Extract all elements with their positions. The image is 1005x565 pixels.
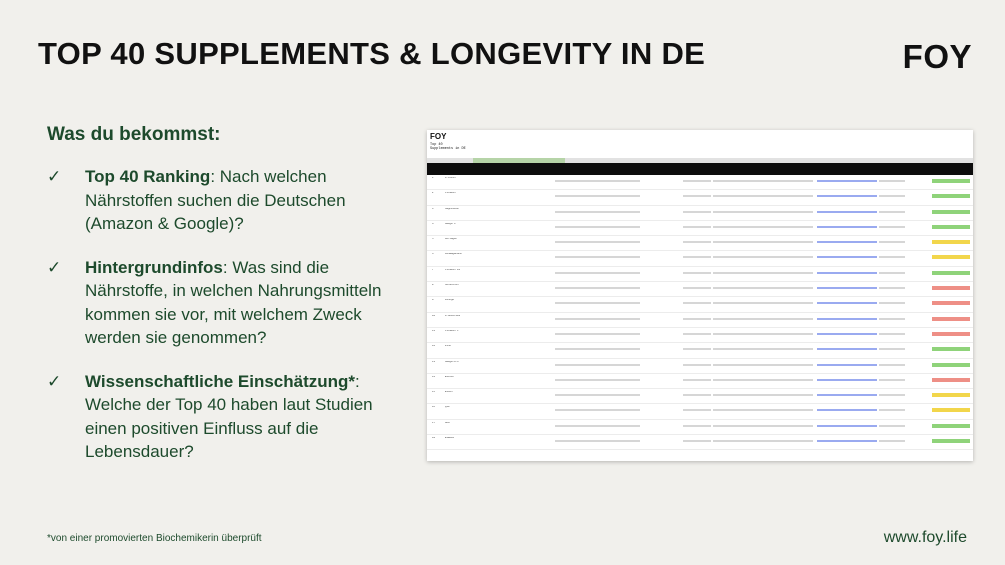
spreadsheet-rows <box>427 175 973 450</box>
spreadsheet-rating-bar <box>932 378 970 382</box>
spreadsheet-cell-text <box>879 302 905 304</box>
spreadsheet-cell-text <box>713 195 813 197</box>
spreadsheet-row-number: 15 <box>432 391 436 394</box>
spreadsheet-cell-text <box>879 180 905 182</box>
spreadsheet-row-name: Omega-3/6 <box>445 360 459 363</box>
spreadsheet-cell-text <box>555 318 640 320</box>
spreadsheet-row <box>427 313 973 328</box>
spreadsheet-row-name: Probiotika <box>445 314 461 317</box>
checkmark-icon: ✓ <box>47 167 62 186</box>
spreadsheet-cell-text <box>683 211 711 213</box>
spreadsheet-cell-text <box>817 409 877 411</box>
spreadsheet-row-number: 2 <box>432 192 434 195</box>
spreadsheet-row-name: Vitamin <box>445 192 456 195</box>
spreadsheet-cell-text <box>817 348 877 350</box>
spreadsheet-cell-text <box>817 226 877 228</box>
spreadsheet-cell-text <box>713 318 813 320</box>
spreadsheet-row-number: 9 <box>432 299 434 302</box>
page-title: TOP 40 SUPPLEMENTS & LONGEVITY IN DE <box>38 36 706 71</box>
spreadsheet-cell-text <box>879 364 905 366</box>
spreadsheet-cell-text <box>879 409 905 411</box>
spreadsheet-cell-text <box>683 272 711 274</box>
spreadsheet-cell-text <box>683 394 711 396</box>
spreadsheet-cell-text <box>713 287 813 289</box>
spreadsheet-cell-text <box>817 333 877 335</box>
benefit-title: Hintergrundinfos <box>85 257 223 277</box>
spreadsheet-rating-bar <box>932 408 970 412</box>
brand-logo: FOY <box>902 38 972 75</box>
spreadsheet-rating-bar <box>932 225 970 229</box>
spreadsheet-cell-text <box>683 226 711 228</box>
spreadsheet-rating-bar <box>932 194 970 198</box>
spreadsheet-cell-text <box>713 211 813 213</box>
spreadsheet-row <box>427 175 973 190</box>
spreadsheet-cell-text <box>713 348 813 350</box>
spreadsheet-rating-bar <box>932 424 970 428</box>
spreadsheet-cell-text <box>555 440 640 442</box>
spreadsheet-row-name: Biotin <box>445 375 455 378</box>
spreadsheet-cell-text <box>879 394 905 396</box>
spreadsheet-cell-text <box>683 195 711 197</box>
spreadsheet-cell-text <box>555 409 640 411</box>
spreadsheet-row-name: Vitamin C <box>445 329 459 332</box>
spreadsheet-row <box>427 190 973 205</box>
spreadsheet-row-name: Magnesium <box>445 207 459 210</box>
spreadsheet-header <box>427 130 973 159</box>
spreadsheet-cell-text <box>879 272 905 274</box>
spreadsheet-cell-text <box>683 241 711 243</box>
spreadsheet-cell-text <box>555 211 640 213</box>
spreadsheet-cell-text <box>879 440 905 442</box>
spreadsheet-cell-text <box>879 333 905 335</box>
spreadsheet-cell-text <box>817 302 877 304</box>
spreadsheet-rating-bar <box>932 179 970 183</box>
spreadsheet-cell-text <box>817 379 877 381</box>
spreadsheet-cell-text <box>879 256 905 258</box>
benefit-text: : Nach welchen Nährstoffen suchen die Deutschen (Amazon & Google)? <box>85 167 346 233</box>
spreadsheet-row-name: Ginkgo <box>445 299 455 302</box>
spreadsheet-row-number: 1 <box>432 177 434 179</box>
spreadsheet-cell-text <box>713 379 813 381</box>
spreadsheet-cell-text <box>555 256 640 258</box>
spreadsheet-row <box>427 206 973 221</box>
spreadsheet-row <box>427 359 973 374</box>
spreadsheet-cell-text <box>817 287 877 289</box>
spreadsheet-preview-image <box>427 130 973 461</box>
spreadsheet-cell-text <box>713 394 813 396</box>
spreadsheet-cell-text <box>817 394 877 396</box>
spreadsheet-row <box>427 282 973 297</box>
checkmark-icon: ✓ <box>47 257 62 277</box>
spreadsheet-rating-bar <box>932 439 970 443</box>
spreadsheet-cell-text <box>683 180 711 182</box>
spreadsheet-cell-text <box>555 302 640 304</box>
spreadsheet-cell-text <box>879 379 905 381</box>
spreadsheet-cell-text <box>713 226 813 228</box>
spreadsheet-row <box>427 374 973 389</box>
spreadsheet-cell-text <box>879 425 905 427</box>
spreadsheet-title: Top 40 Supplements in DE <box>430 143 466 151</box>
spreadsheet-rating-bar <box>932 210 970 214</box>
benefit-text: : Was sind die Nährstoffe, in welchen Nahrungsmitteln kommen sie vor, mit welchem Zweck werden sie genommen? <box>85 257 382 347</box>
spreadsheet-cell-text <box>713 333 813 335</box>
spreadsheet-cell-text <box>555 241 640 243</box>
spreadsheet-cell-text <box>817 272 877 274</box>
spreadsheet-cell-text <box>879 348 905 350</box>
spreadsheet-rating-bar <box>932 393 970 397</box>
spreadsheet-cell-text <box>683 302 711 304</box>
spreadsheet-row <box>427 328 973 343</box>
section-heading: Was du bekommst: <box>47 124 221 145</box>
spreadsheet-cell-text <box>555 195 640 197</box>
spreadsheet-row <box>427 343 973 358</box>
spreadsheet-row-name: Ashwagandha <box>445 253 462 256</box>
benefit-list <box>47 165 387 484</box>
spreadsheet-cell-text <box>713 302 813 304</box>
benefit-title: Wissenschaftliche Einschätzung* <box>85 371 356 391</box>
spreadsheet-row-number: 16 <box>432 406 436 409</box>
benefit-title: Top 40 Ranking <box>85 167 211 186</box>
spreadsheet-cell-text <box>555 287 640 289</box>
spreadsheet-rating-bar <box>932 347 970 351</box>
spreadsheet-cell-text <box>555 394 640 396</box>
spreadsheet-cell-text <box>817 180 877 182</box>
spreadsheet-cell-text <box>683 287 711 289</box>
spreadsheet-cell-text <box>817 364 877 366</box>
spreadsheet-row-number: 12 <box>432 345 436 348</box>
spreadsheet-cell-text <box>817 440 877 442</box>
spreadsheet-row-number: 11 <box>432 329 436 332</box>
spreadsheet-row <box>427 236 973 251</box>
spreadsheet-cell-text <box>555 272 640 274</box>
spreadsheet-row-name: NMN <box>445 421 450 424</box>
spreadsheet-row <box>427 435 973 450</box>
spreadsheet-row-number: 5 <box>432 238 434 241</box>
spreadsheet-row <box>427 389 973 404</box>
spreadsheet-row <box>427 251 973 266</box>
spreadsheet-row-name: Eisen <box>445 391 453 394</box>
benefit-item-ranking <box>47 165 387 236</box>
benefit-text: : Welche der Top 40 haben laut Studien einen positiven Einfluss auf die Lebensdauer? <box>85 371 373 461</box>
spreadsheet-cell-text <box>879 195 905 197</box>
spreadsheet-cell-text <box>683 333 711 335</box>
spreadsheet-row-number: 17 <box>432 421 436 424</box>
spreadsheet-rating-bar <box>932 271 970 275</box>
spreadsheet-row-number: 8 <box>432 284 434 287</box>
spreadsheet-row-name: Protein <box>445 177 456 179</box>
spreadsheet-cell-text <box>817 195 877 197</box>
spreadsheet-cell-text <box>683 440 711 442</box>
checkmark-icon: ✓ <box>47 371 62 391</box>
spreadsheet-cell-text <box>817 425 877 427</box>
spreadsheet-row <box>427 404 973 419</box>
spreadsheet-logo: FOY <box>430 132 447 141</box>
footnote: *von einer promovierten Biochemikerin überprüft <box>47 533 262 544</box>
spreadsheet-column-header-row <box>427 163 973 175</box>
spreadsheet-cell-text <box>879 287 905 289</box>
spreadsheet-cell-text <box>713 272 813 274</box>
spreadsheet-cell-text <box>683 256 711 258</box>
spreadsheet-cell-text <box>713 440 813 442</box>
spreadsheet-cell-text <box>555 226 640 228</box>
spreadsheet-cell-text <box>555 333 640 335</box>
spreadsheet-rating-bar <box>932 301 970 305</box>
spreadsheet-row <box>427 420 973 435</box>
spreadsheet-cell-text <box>555 348 640 350</box>
spreadsheet-row-name: Vitamin D3 <box>445 268 461 271</box>
spreadsheet-row-name: Melatonin <box>445 284 459 287</box>
spreadsheet-row <box>427 221 973 236</box>
spreadsheet-cell-text <box>713 409 813 411</box>
spreadsheet-cell-text <box>817 211 877 213</box>
spreadsheet-cell-text <box>879 241 905 243</box>
spreadsheet-cell-text <box>713 241 813 243</box>
spreadsheet-row-number: 7 <box>432 268 434 271</box>
spreadsheet-row-number: 6 <box>432 253 434 256</box>
spreadsheet-cell-text <box>713 256 813 258</box>
spreadsheet-cell-text <box>683 379 711 381</box>
spreadsheet-cell-text <box>555 180 640 182</box>
spreadsheet-row-number: 14 <box>432 375 436 378</box>
benefit-item-science <box>47 370 387 464</box>
spreadsheet-cell-text <box>683 364 711 366</box>
spreadsheet-row-number: 13 <box>432 360 436 363</box>
spreadsheet-cell-text <box>817 318 877 320</box>
spreadsheet-rating-bar <box>932 240 970 244</box>
spreadsheet-row-number: 4 <box>432 222 434 225</box>
spreadsheet-cell-text <box>879 226 905 228</box>
spreadsheet-row-number: 10 <box>432 314 436 317</box>
spreadsheet-row-number: 3 <box>432 207 434 210</box>
spreadsheet-rating-bar <box>932 317 970 321</box>
spreadsheet-cell-text <box>683 425 711 427</box>
spreadsheet-row-name: Eiweiß <box>445 437 455 440</box>
spreadsheet-row-number: 18 <box>432 437 436 440</box>
spreadsheet-row <box>427 297 973 312</box>
spreadsheet-cell-text <box>555 379 640 381</box>
spreadsheet-row-name: Kollagen <box>445 238 458 241</box>
benefit-item-background <box>47 256 387 350</box>
spreadsheet-cell-text <box>713 425 813 427</box>
spreadsheet-cell-text <box>683 409 711 411</box>
spreadsheet-cell-text <box>817 241 877 243</box>
spreadsheet-cell-text <box>817 256 877 258</box>
spreadsheet-rating-bar <box>932 255 970 259</box>
spreadsheet-cell-text <box>879 211 905 213</box>
spreadsheet-row-name: Zink <box>445 345 452 348</box>
spreadsheet-cell-text <box>683 348 711 350</box>
spreadsheet-cell-text <box>555 364 640 366</box>
spreadsheet-rating-bar <box>932 363 970 367</box>
spreadsheet-row <box>427 267 973 282</box>
spreadsheet-rating-bar <box>932 332 970 336</box>
spreadsheet-cell-text <box>683 318 711 320</box>
spreadsheet-cell-text <box>713 180 813 182</box>
spreadsheet-row-name: Q10 <box>445 406 450 409</box>
spreadsheet-cell-text <box>879 318 905 320</box>
spreadsheet-rating-bar <box>932 286 970 290</box>
spreadsheet-cell-text <box>713 364 813 366</box>
website-url[interactable]: www.foy.life <box>883 529 967 546</box>
spreadsheet-row-name: Omega 3 <box>445 222 456 225</box>
spreadsheet-cell-text <box>555 425 640 427</box>
